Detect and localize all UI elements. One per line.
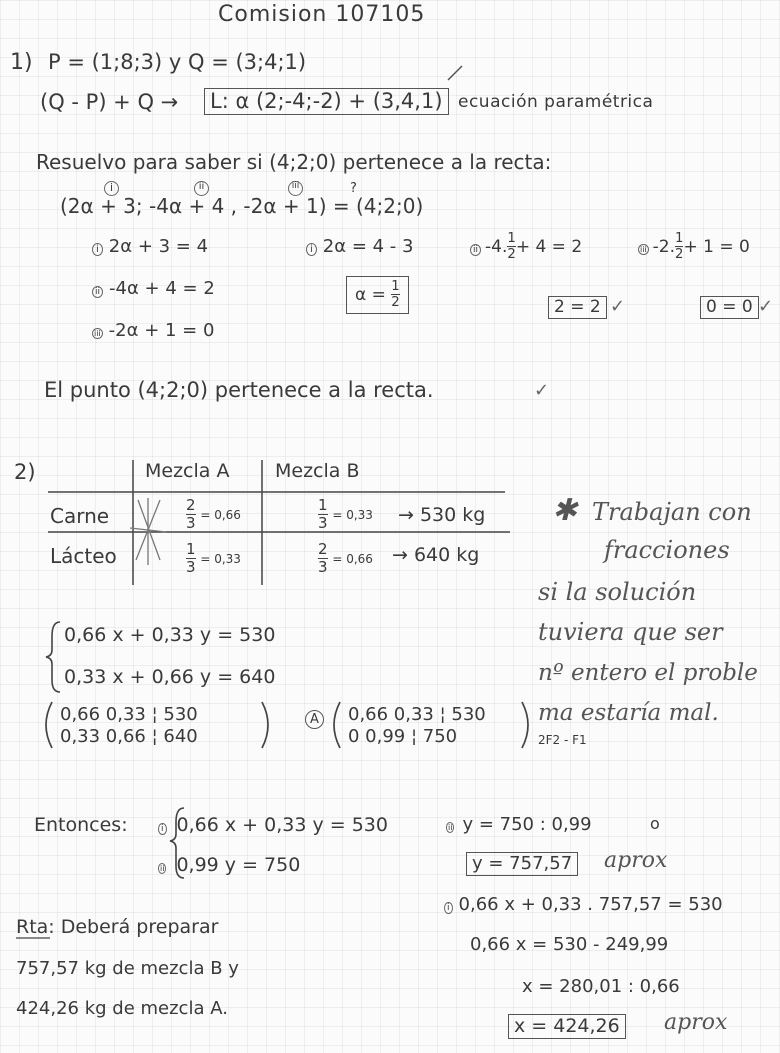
answer-line-2: 757,57 kg de mezcla B y [16, 958, 239, 979]
parametric-vector: (2α + 3; -4α + 4 , -2α + 1) = (4;2;0) [60, 194, 424, 218]
reviewer-note-line: Trabajan con [592, 498, 752, 526]
reviewer-star: ✱ [552, 493, 578, 528]
table-row-carne: Carne [50, 504, 110, 528]
line-equation-box: L: α (2;-4;-2) + (3,4,1) [204, 88, 449, 115]
exercise-1-number: 1) [10, 50, 33, 75]
cell-a1: $\frac{2}{3}$ = 0,66 [186, 496, 241, 532]
vector-combination: (Q - P) + Q → [40, 90, 179, 114]
checkmark-icon: ✓ [758, 296, 774, 317]
marker-i: i [92, 243, 103, 256]
question-mark: ? [350, 181, 357, 196]
marker-i-top: i [104, 181, 119, 196]
exercise-2-number: 2) [14, 460, 36, 484]
alpha-result-box: α = $\frac{1}{2}$ [346, 276, 409, 314]
eq-iii: iii -2α + 1 = 0 [94, 320, 215, 341]
points-definition: P = (1;8;3) y Q = (3;4;1) [48, 50, 307, 74]
reviewer-note-line: tuviera que ser [538, 618, 723, 646]
conclusion: El punto (4;2;0) pertenece a la recta. [44, 378, 434, 402]
reviewer-note-line: fracciones [604, 536, 730, 564]
eq-i: i 2α + 3 = 4 [92, 238, 208, 256]
checkmark-icon: ✓ [610, 296, 626, 317]
row1-total: → 530 kg [398, 504, 486, 526]
resolve-statement: Resuelvo para saber si (4;2;0) pertenece a la recta: [36, 150, 552, 174]
then-label: Entonces: [34, 814, 128, 836]
aprox-x: aprox [664, 1010, 728, 1035]
reviewer-note-line: ma estaría mal. [538, 700, 719, 726]
table-header-mezcla-a: Mezcla A [145, 460, 230, 482]
system-eq-1: 0,66 x + 0,33 y = 530 [64, 624, 276, 646]
then-eq-1: i 0,66 x + 0,33 y = 530 [158, 816, 388, 835]
table-header-mezcla-b: Mezcla B [275, 460, 360, 482]
step-ii: ii -4. $\frac{1}{2}$ + 4 = 2 [470, 232, 582, 262]
matrix-1-row-1: 0,66 0,33 ¦ 530 [60, 704, 198, 725]
x-substitution: i 0,66 x + 0,33 . 757,57 = 530 [444, 896, 723, 914]
reviewer-note-line: si la solución [538, 578, 697, 606]
check-ii-box: 2 = 2 [548, 296, 607, 319]
matrix-2-row-2: 0 0,99 ¦ 750 [348, 726, 458, 747]
y-calculation: ii y = 750 : 0,99 [448, 814, 592, 835]
parametric-note: ecuación paramétrica [458, 92, 654, 112]
marker-iii-top: iii [288, 181, 303, 196]
matrix-2-row-1: 0,66 0,33 ¦ 530 [348, 704, 486, 725]
cell-a2: $\frac{1}{3}$ = 0,33 [186, 540, 241, 576]
step-iii: iii -2. $\frac{1}{2}$ + 1 = 0 [640, 231, 750, 263]
page-title: Comision 107105 [218, 2, 426, 27]
check-iii-box: 0 = 0 [700, 296, 759, 319]
eq-ii: ii -4α + 4 = 2 [92, 280, 215, 298]
x-division: x = 280,01 : 0,66 [522, 976, 680, 997]
marker-ii-top: ii [194, 181, 209, 196]
row2-total: → 640 kg [392, 544, 480, 566]
y-result-box: y = 757,57 [466, 852, 578, 876]
matrix-1-row-2: 0,33 0,66 ¦ 640 [60, 726, 198, 747]
alpha-fraction: $\frac{1}{2}$ [391, 279, 400, 311]
cell-b1: $\frac{1}{3}$ = 0,33 [318, 496, 373, 532]
system-eq-2: 0,33 x + 0,66 y = 640 [64, 666, 276, 688]
marker-iii: iii [94, 329, 101, 338]
reviewer-note-line: nº entero el proble [538, 660, 758, 686]
small-o: o [650, 814, 660, 833]
then-eq-2: ii 0,99 y = 750 [160, 854, 301, 876]
answer-line-3: 424,26 kg de mezcla A. [16, 998, 228, 1019]
row-operation: 2F2 - F1 [538, 733, 587, 747]
cell-b2: $\frac{2}{3}$ = 0,66 [318, 540, 373, 576]
step-i: i 2α = 4 - 3 [306, 238, 413, 256]
aprox-y: aprox [604, 848, 668, 873]
x-result-box: x = 424,26 [508, 1014, 626, 1039]
matrix-marker-a: A [305, 710, 324, 729]
marker-ii: ii [92, 286, 103, 298]
answer-line-1: Rta: Deberá preparar [16, 916, 219, 938]
table-row-lacteo: Lácteo [50, 544, 117, 568]
x-step: 0,66 x = 530 - 249,99 [470, 934, 669, 955]
checkmark-icon: ✓ [534, 380, 550, 401]
